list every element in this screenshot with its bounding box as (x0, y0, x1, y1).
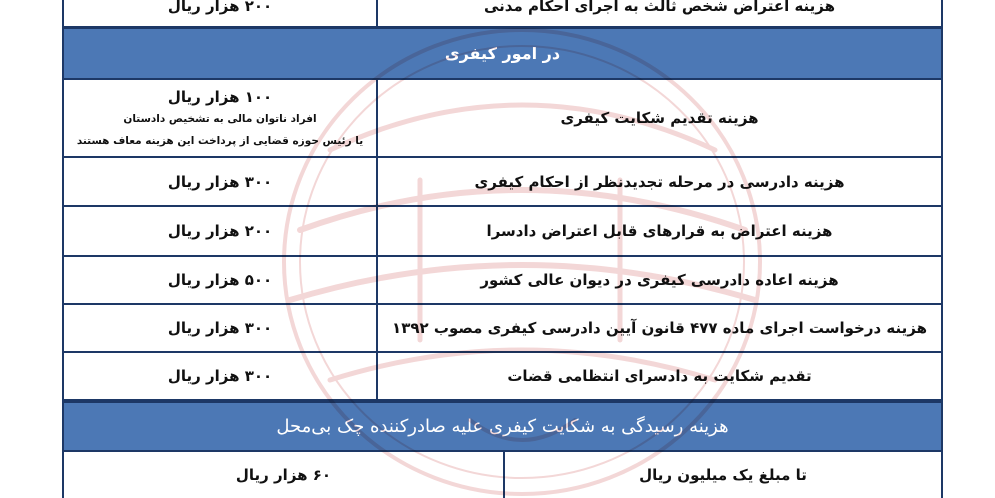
table-row (62, 305, 943, 353)
fee-amount: ۲۰۰ هزار ریال (167, 222, 273, 240)
fee-label: هزینه دادرسی در مرحله تجدیدنظر از احکام کیفری (376, 158, 941, 205)
fee-amount: ۳۰۰ هزار ریال (167, 367, 273, 385)
table-row (62, 207, 943, 257)
fee-note-line-2: یا رئیس حوزه قضایی از پرداخت این هزینه معاف هستند (76, 135, 364, 147)
fee-amount-cell (64, 80, 376, 156)
fee-label: هزینه درخواست اجرای ماده ۴۷۷ قانون آیین دادرسی کیفری مصوب ۱۳۹۲ (376, 305, 941, 351)
fee-amount: ۳۰۰ هزار ریال (167, 172, 273, 191)
table-row-third-party-objection (62, 0, 943, 28)
table-row (62, 257, 943, 305)
section-header-criminal (62, 27, 943, 80)
section-title: در امور کیفری (444, 44, 561, 63)
fee-note-line-1: افراد ناتوان مالی به تشخیص دادستان (123, 113, 317, 125)
table-row (62, 452, 943, 498)
fee-label: هزینه تقدیم شکایت کیفری (376, 80, 941, 156)
fee-label: هزینه اعتراض شخص ثالث به اجرای احکام مدنی (376, 0, 941, 26)
fee-label: هزینه اعاده دادرسی کیفری در دیوان عالی کشور (376, 257, 941, 303)
fee-amount: ۱۰۰ هزار ریال (167, 88, 273, 106)
fee-amount: ۶۰ هزار ریال (235, 466, 332, 484)
table-row (62, 80, 943, 158)
section-title: هزینه رسیدگی به شکایت کیفری علیه صادرکننده چک بی‌محل (276, 416, 729, 437)
table-row (62, 158, 943, 207)
fee-label: تا مبلغ یک میلیون ریال (503, 452, 941, 498)
fee-amount: ۲۰۰ هزار ریال (167, 0, 273, 15)
fee-label: هزینه اعتراض به قرارهای قابل اعتراض دادسرا (376, 207, 941, 255)
fee-amount: ۳۰۰ هزار ریال (167, 319, 273, 337)
fee-label: تقدیم شکایت به دادسرای انتظامی قضات (376, 353, 941, 399)
section-header-cheque (62, 401, 943, 452)
table-row (62, 353, 943, 401)
fee-amount: ۵۰۰ هزار ریال (167, 271, 273, 289)
